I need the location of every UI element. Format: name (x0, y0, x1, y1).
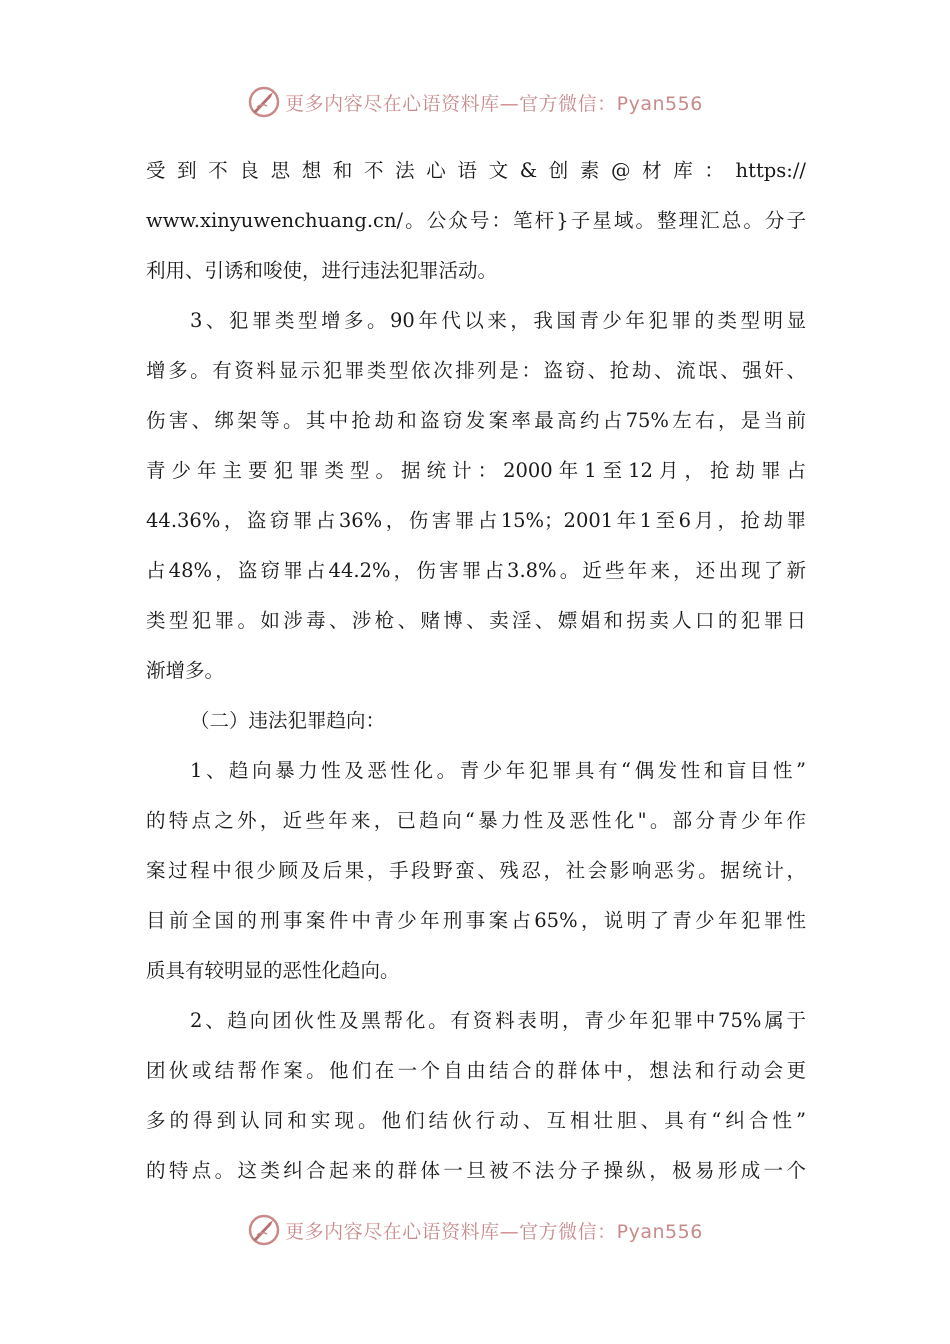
paragraph-line: 青少年主要犯罪类型。据统计：2000年1至12月，抢劫罪占 (146, 459, 806, 482)
paragraph-line: 占48%，盗窃罪占44.2%，伤害罪占3.8%。近些年来，还出现了新 (146, 559, 806, 582)
paragraph-line: 渐增多。 (146, 659, 225, 682)
paragraph-line: 受到不良思想和不法心语文&创素@材库：https:// (146, 159, 806, 182)
watermark-text: 更多内容尽在心语资料库—官方微信：Pyan556 (285, 92, 703, 115)
quill-pen-logo-icon (247, 85, 281, 119)
paragraph-line: www.xinyuwenchuang.cn/。公众号：笔杆}子星域。整理汇总。分子 (146, 209, 806, 232)
paragraph-line: 多的得到认同和实现。他们结伙行动、互相壮胆、具有“纠合性” (146, 1109, 806, 1132)
paragraph-line: 类型犯罪。如涉毒、涉枪、赌博、卖淫、嫖娼和拐卖人口的犯罪日 (146, 609, 806, 632)
paragraph-line: 增多。有资料显示犯罪类型依次排列是：盗窃、抢劫、流氓、强奸、 (146, 359, 806, 382)
section-heading: （二）违法犯罪趋向： (190, 709, 386, 732)
paragraph-line: 案过程中很少顾及后果，手段野蛮、残忍，社会影响恶劣。据统计， (146, 859, 806, 882)
document-body (146, 146, 806, 1196)
paragraph-line: 的特点。这类纠合起来的群体一旦被不法分子操纵，极易形成一个 (146, 1159, 806, 1182)
paragraph-line: 质具有较明显的恶性化趋向。 (146, 959, 400, 982)
header-watermark-banner (0, 82, 950, 122)
paragraph-line: 1、趋向暴力性及恶性化。青少年犯罪具有“偶发性和盲目性” (190, 759, 806, 782)
paragraph-line: 44.36%，盗窃罪占36%，伤害罪占15%；2001年1至6月，抢劫罪 (146, 509, 806, 532)
watermark-text: 更多内容尽在心语资料库—官方微信：Pyan556 (285, 1220, 703, 1243)
paragraph-line: 伤害、绑架等。其中抢劫和盗窃发案率最高约占75%左右，是当前 (146, 409, 806, 432)
paragraph-line: 团伙或结帮作案。他们在一个自由结合的群体中，想法和行动会更 (146, 1059, 806, 1082)
paragraph-line: 目前全国的刑事案件中青少年刑事案占65%，说明了青少年犯罪性 (146, 909, 806, 932)
paragraph-line: 2、趋向团伙性及黑帮化。有资料表明，青少年犯罪中75%属于 (190, 1009, 806, 1032)
paragraph-line: 利用、引诱和唆使，进行违法犯罪活动。 (146, 259, 498, 282)
paragraph-line: 3、犯罪类型增多。90年代以来，我国青少年犯罪的类型明显 (190, 309, 806, 332)
paragraph-line: 的特点之外，近些年来，已趋向“暴力性及恶性化"。部分青少年作 (146, 809, 806, 832)
footer-watermark-banner (0, 1210, 950, 1250)
quill-pen-logo-icon (247, 1213, 281, 1247)
